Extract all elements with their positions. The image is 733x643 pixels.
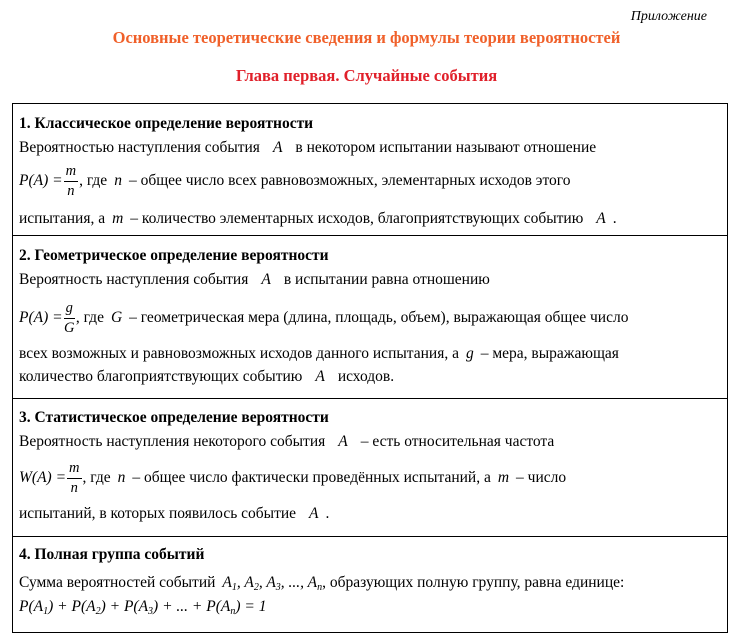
text-fragment: – геометрическая мера (длина, площадь, объем), выражающая общее число	[129, 309, 629, 326]
variable: g	[465, 345, 474, 362]
text-fragment: .	[612, 210, 617, 227]
document-title: Основные теоретические сведения и формулы теории вероятностей	[112, 28, 621, 47]
formula-line	[19, 159, 721, 203]
text-fragment: Вероятность наступления некоторого события	[19, 432, 326, 450]
formula-line	[19, 295, 721, 341]
text-fragment: испытаний, в которых появилось событие	[19, 505, 297, 522]
text-fragment: всех возможных и равновозможных исходов данного испытания, а	[19, 345, 459, 362]
text-fragment: Сумма вероятностей событий	[19, 574, 216, 591]
fraction	[64, 301, 75, 335]
fraction-numerator: m	[67, 461, 81, 479]
section-text-line	[19, 571, 721, 595]
section-text-line	[19, 343, 721, 365]
variable: n	[114, 172, 122, 189]
formula-lhs: P(A) =	[19, 172, 63, 189]
sum-formula: $P(A_1) + P(A_2) + P(A_3)$ + ... + $P(A_n) = 1$	[19, 597, 267, 617]
event-variable: A	[261, 270, 271, 288]
event-variable: A	[309, 505, 319, 522]
fraction	[67, 461, 81, 495]
fraction-numerator: g	[64, 301, 75, 319]
variable: n	[117, 469, 126, 486]
section-heading: 2. Геометрическое определение вероятности	[19, 246, 329, 264]
chapter-title: Глава первая. Случайные события	[235, 66, 498, 85]
section-heading: 4. Полная группа событий	[19, 545, 205, 563]
fraction-denominator: n	[67, 182, 75, 199]
event-variable: A	[272, 138, 283, 156]
section-text-line	[19, 503, 721, 525]
text-fragment: , где	[79, 172, 108, 189]
section-geometric	[13, 236, 728, 399]
fraction-numerator: m	[64, 164, 78, 182]
definitions-table	[12, 103, 728, 633]
fraction-denominator: n	[70, 479, 78, 496]
section-classical	[13, 104, 728, 236]
event-variable: A	[596, 210, 606, 227]
text-fragment: исходов.	[337, 368, 395, 385]
events-list: $A_1$, $A_2$, $A_3$, ..., $A_n$	[222, 573, 323, 593]
text-fragment: – мера, выражающая	[480, 345, 619, 362]
section-statistical	[13, 399, 728, 537]
section-text-line	[19, 366, 721, 388]
section-text-line	[19, 137, 721, 158]
fraction	[64, 164, 78, 198]
variable: m	[112, 210, 124, 227]
variable: m	[497, 469, 510, 486]
event-variable: A	[315, 368, 325, 385]
formula-line	[19, 456, 721, 500]
text-fragment: – число	[516, 469, 567, 486]
formula-lhs: P(A) =	[19, 309, 63, 326]
text-fragment: Вероятностью наступления события	[19, 138, 260, 156]
text-fragment: , где	[82, 469, 111, 486]
text-fragment: в испытании равна отношению	[283, 270, 490, 288]
text-fragment: , образующих полную группу, равна единице:	[322, 574, 625, 591]
fraction-denominator: G	[63, 319, 75, 336]
formula-line	[19, 596, 721, 618]
section-heading: 1. Классическое определение вероятности	[19, 114, 314, 132]
event-variable: A	[338, 432, 348, 450]
section-complete-group	[13, 537, 728, 633]
text-fragment: – есть относительная частота	[360, 432, 555, 450]
formula-lhs: W(A) =	[19, 469, 67, 486]
text-fragment: – общее число всех равновозможных, элементарных исходов этого	[128, 172, 571, 189]
variable: G	[110, 309, 123, 326]
section-text-line	[19, 431, 721, 452]
text-fragment: Вероятность наступления события	[19, 270, 249, 288]
text-fragment: количество благоприятствующих событию	[19, 368, 303, 385]
text-fragment: .	[325, 505, 330, 522]
section-text-line	[19, 207, 721, 231]
text-fragment: – количество элементарных исходов, благоприятствующих событию	[130, 210, 584, 227]
appendix-label: Приложение	[630, 9, 707, 24]
section-heading: 3. Статистическое определение вероятности	[19, 408, 329, 426]
text-fragment: , где	[75, 309, 104, 326]
text-fragment: в некотором испытании называют отношение	[295, 138, 597, 156]
text-fragment: – общее число фактически проведённых испытаний, а	[132, 469, 491, 486]
section-text-line	[19, 269, 721, 290]
text-fragment: испытания, а	[19, 210, 106, 227]
